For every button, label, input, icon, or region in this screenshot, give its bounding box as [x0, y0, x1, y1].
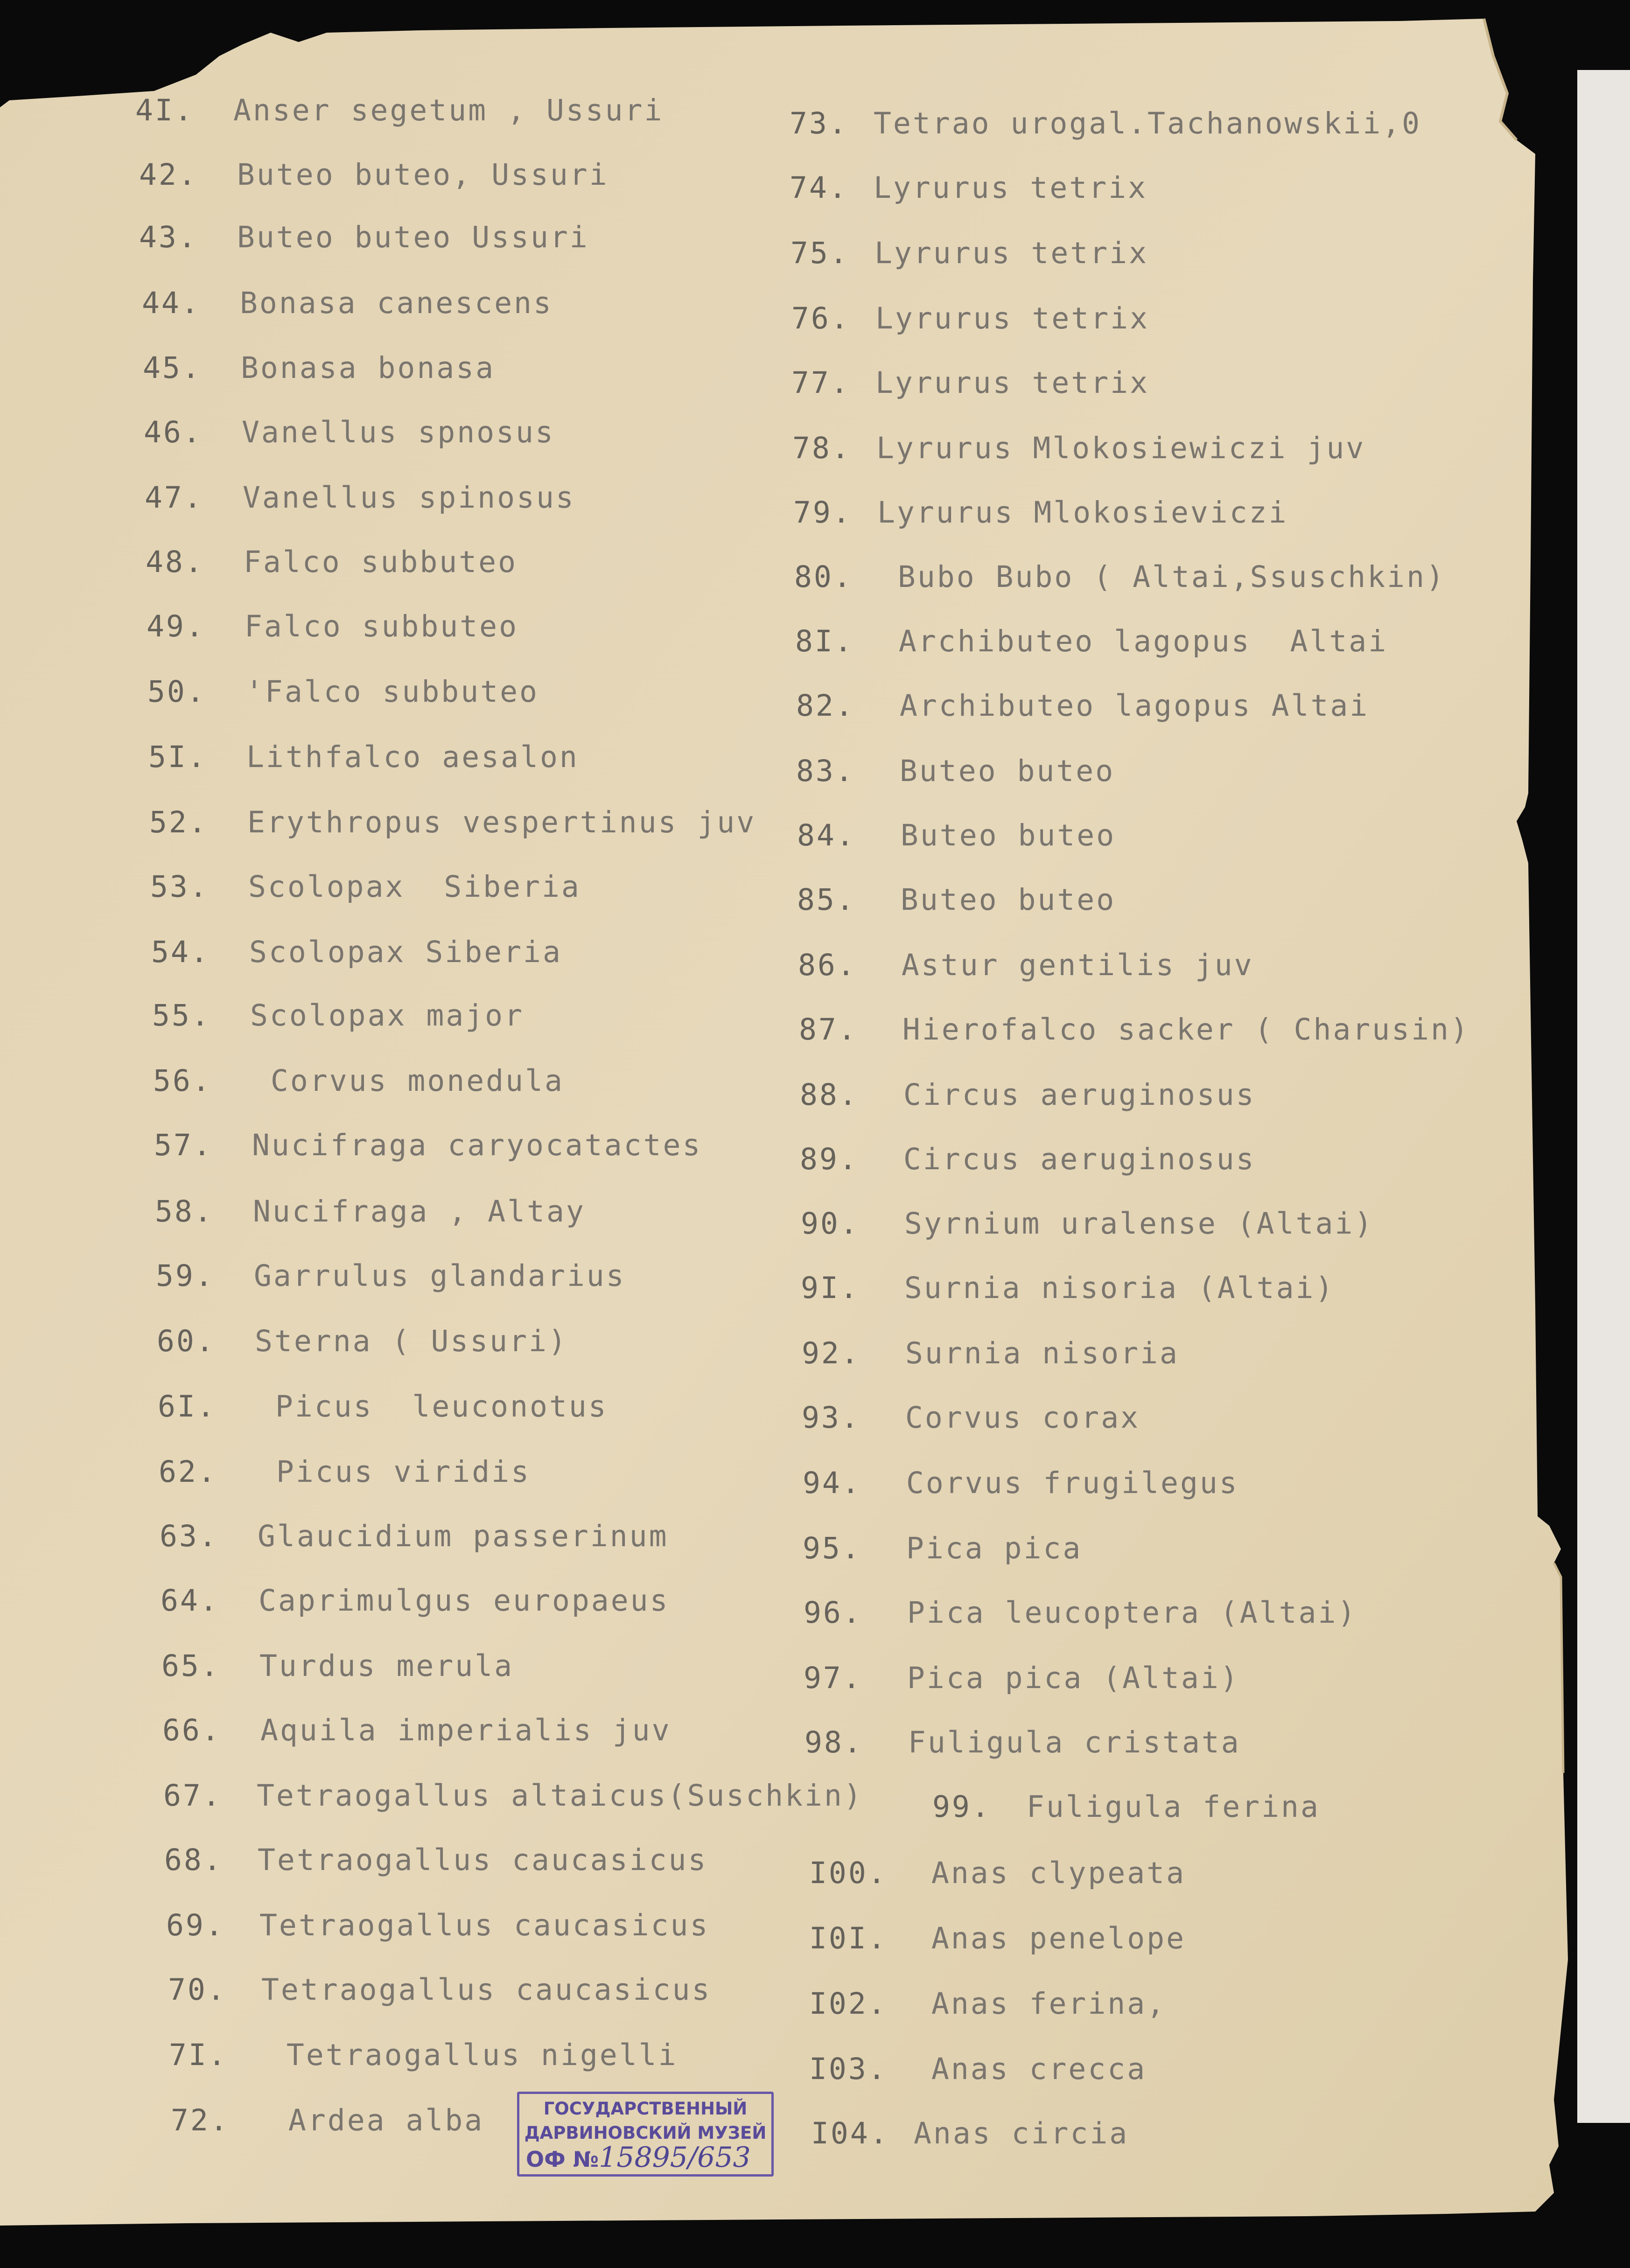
species-name: Lyrurus tetrix: [874, 236, 1149, 270]
species-name: Anas circia: [914, 2116, 1129, 2150]
species-name: Scolopax major: [250, 998, 525, 1033]
list-item: [145, 481, 575, 515]
item-number: 7I.: [169, 2038, 228, 2072]
species-name: Scolopax Siberia: [248, 870, 581, 904]
item-number: 85.: [797, 883, 856, 917]
list-item: [158, 1389, 608, 1424]
species-name: Buteo buteo, Ussuri: [237, 158, 609, 192]
species-name: Vanellus spnosus: [242, 415, 555, 449]
list-item: [804, 1661, 1240, 1695]
item-number: 45.: [143, 351, 202, 385]
species-name: Ardea alba: [269, 2103, 484, 2137]
list-item: [809, 2052, 1147, 2086]
species-name: Buteo buteo Ussuri: [237, 220, 589, 254]
species-name: Tetraogallus nigelli: [267, 2038, 678, 2072]
list-item: [149, 805, 756, 839]
species-name: Surnia nisoria: [886, 1336, 1179, 1370]
item-number: 50.: [147, 675, 206, 709]
list-item: [171, 2103, 484, 2137]
item-number: 97.: [804, 1661, 862, 1695]
item-number: 80.: [794, 560, 853, 594]
list-item: [795, 624, 1388, 658]
species-name: Vanellus spinosus: [243, 481, 575, 515]
list-item: [150, 870, 581, 904]
item-number: 66.: [162, 1713, 221, 1747]
item-number: 42.: [139, 158, 198, 192]
species-name: Pica leucoptera (Altai): [888, 1596, 1357, 1630]
species-name: Corvus corax: [886, 1401, 1140, 1435]
species-name: Anas ferina,: [912, 1987, 1167, 2021]
species-name: Hierofalco sacker ( Charusin): [883, 1012, 1470, 1047]
species-name: Corvus monedula: [251, 1064, 564, 1098]
species-name: Anas crecca: [912, 2052, 1147, 2086]
item-number: 4I.: [135, 93, 194, 127]
species-name: Falco subbuteo: [244, 545, 518, 579]
item-number: 68.: [164, 1843, 223, 1877]
item-number: 63.: [160, 1519, 218, 1553]
item-number: 74.: [790, 171, 848, 205]
item-number: 9I.: [801, 1271, 860, 1305]
stamp-line-1: ГОСУДАРСТВЕННЫЙ: [543, 2099, 748, 2119]
item-number: 78.: [792, 431, 851, 465]
list-item: [809, 1987, 1166, 2021]
list-item: [791, 236, 1148, 270]
list-item: [147, 675, 539, 709]
item-number: 62.: [159, 1455, 217, 1489]
item-number: 54.: [151, 935, 210, 969]
species-name: Pica pica: [887, 1531, 1083, 1565]
item-number: I0I.: [809, 1921, 888, 1955]
list-item: [142, 286, 553, 320]
species-name: Fuligula cristata: [888, 1725, 1241, 1759]
list-item: [803, 1466, 1239, 1500]
list-item: [800, 1078, 1256, 1112]
list-item: [166, 1908, 709, 1942]
species-name: Lyrurus Mlokosieviczi: [877, 495, 1288, 530]
item-number: 87.: [799, 1012, 858, 1047]
stamp-line-2: ДАРВИНОВСКИЙ МУЗЕЙ: [524, 2123, 767, 2143]
item-number: 5I.: [148, 740, 207, 774]
item-number: 48.: [146, 545, 204, 579]
list-item: [790, 171, 1147, 205]
species-name: Glaucidium passerinum: [258, 1519, 669, 1553]
list-item: [793, 495, 1288, 530]
list-item: [154, 1128, 702, 1162]
list-item: [798, 948, 1254, 982]
item-number: 94.: [803, 1466, 861, 1500]
list-item: [161, 1584, 670, 1618]
list-item: [151, 935, 562, 969]
list-item: [791, 301, 1149, 335]
item-number: 43.: [139, 220, 198, 254]
species-name: Tetrao urogal.Tachanowskii,0: [874, 106, 1422, 140]
species-name: Buteo buteo: [881, 883, 1116, 917]
item-number: 46.: [144, 415, 203, 449]
list-item: [796, 689, 1369, 723]
species-name: Lyrurus tetrix: [875, 301, 1150, 335]
item-number: 64.: [161, 1584, 219, 1618]
item-number: 72.: [171, 2103, 230, 2137]
species-name: Picus leuconotus: [256, 1389, 608, 1424]
item-number: 65.: [161, 1649, 220, 1683]
species-name: Surnia nisoria (Altai): [885, 1271, 1335, 1305]
stamp-inventory-line: [519, 2141, 771, 2174]
list-item: [156, 1259, 626, 1293]
item-number: 58.: [155, 1194, 214, 1228]
species-name: Circus aeruginosus: [884, 1078, 1256, 1112]
item-number: 73.: [790, 106, 848, 140]
list-item: [143, 351, 495, 385]
list-item: [799, 1012, 1470, 1047]
item-number: 82.: [796, 689, 855, 723]
list-item: [155, 1194, 586, 1228]
species-name: Tetraogallus altaicus(Suschkin): [257, 1779, 863, 1813]
species-name: Lyrurus tetrix: [875, 366, 1150, 400]
item-number: 8I.: [795, 624, 854, 658]
list-item: [146, 545, 518, 579]
item-number: 67.: [163, 1779, 222, 1813]
list-item: [169, 2038, 678, 2072]
item-number: 92.: [802, 1336, 860, 1370]
list-item: [809, 1921, 1186, 1955]
species-name: Turdus merula: [259, 1649, 514, 1683]
species-name: 'Falco subbuteo: [245, 675, 539, 709]
species-name: Falco subbuteo: [245, 609, 519, 643]
list-item: [801, 1207, 1374, 1241]
list-item: [805, 1725, 1241, 1759]
item-number: 95.: [803, 1531, 861, 1565]
list-item: [802, 1401, 1140, 1435]
species-name: Anas clypeata: [912, 1856, 1186, 1890]
item-number: 52.: [149, 805, 208, 839]
item-number: 98.: [805, 1725, 863, 1759]
item-number: 69.: [166, 1908, 225, 1942]
species-name: Aquila imperialis juv: [260, 1713, 672, 1747]
item-number: 93.: [802, 1401, 860, 1435]
list-item: [792, 431, 1365, 465]
list-item: [135, 93, 664, 127]
handwritten-inventory-number: 15895/653: [599, 2141, 751, 2174]
list-item: [152, 998, 524, 1033]
list-item: [794, 560, 1446, 594]
species-name: Lyrurus tetrix: [874, 171, 1148, 205]
list-item: [800, 1142, 1256, 1176]
item-number: 84.: [797, 818, 856, 852]
list-item: [162, 1713, 672, 1747]
species-name: Bubo Bubo ( Altai,Ssuschkin): [878, 560, 1446, 594]
item-number: 60.: [157, 1324, 216, 1358]
list-item: [802, 1336, 1179, 1370]
list-item: [159, 1455, 531, 1489]
item-number: 56.: [153, 1064, 212, 1098]
item-number: 57.: [154, 1128, 213, 1162]
species-name: Nucifraga , Altay: [253, 1194, 586, 1228]
item-number: I04.: [811, 2116, 889, 2150]
list-item: [801, 1271, 1335, 1305]
item-number: 55.: [152, 998, 211, 1033]
item-number: 44.: [142, 286, 201, 320]
list-item: [804, 1596, 1357, 1630]
species-name: Nucifraga caryocatactes: [252, 1128, 702, 1162]
list-item: [153, 1064, 564, 1098]
item-number: 59.: [156, 1259, 215, 1293]
list-item: [797, 818, 1116, 852]
list-item: [811, 2116, 1129, 2150]
species-name: Sterna ( Ussuri): [255, 1324, 568, 1358]
list-item: [157, 1324, 568, 1358]
species-name: Tetraogallus caucasicus: [259, 1908, 710, 1942]
species-name: Anas penelope: [912, 1921, 1186, 1955]
list-item: [932, 1790, 1320, 1824]
species-name: Tetraogallus caucasicus: [258, 1843, 708, 1877]
list-item: [148, 740, 579, 774]
list-item: [803, 1531, 1082, 1565]
stamp-of-label: ОФ №: [526, 2147, 599, 2172]
list-item: [791, 366, 1149, 400]
species-name: Fuligula ferina: [1007, 1790, 1320, 1824]
species-name: Erythropus vespertinus juv: [247, 805, 756, 839]
list-item: [796, 754, 1115, 788]
species-name: Archibuteo lagopus Altai: [880, 689, 1370, 723]
item-number: I00.: [809, 1856, 888, 1890]
item-number: 76.: [791, 301, 850, 335]
item-number: 89.: [800, 1142, 859, 1176]
species-name: Scolopax Siberia: [249, 935, 562, 969]
item-number: 6I.: [158, 1389, 217, 1424]
species-name: Garrulus glandarius: [254, 1259, 626, 1293]
species-name: Circus aeruginosus: [884, 1142, 1256, 1176]
species-name: Lyrurus Mlokosiewiczi juv: [876, 431, 1366, 465]
species-name: Lithfalco aesalon: [246, 740, 579, 774]
species-name: Bonasa bonasa: [241, 351, 496, 385]
species-name: Caprimulgus europaeus: [259, 1584, 670, 1618]
species-name: Archibuteo lagopus Altai: [879, 624, 1388, 658]
species-name: Astur gentilis juv: [882, 948, 1254, 982]
list-item: [160, 1519, 669, 1553]
item-number: 70.: [168, 1973, 227, 2007]
species-name: Bonasa canescens: [240, 286, 553, 320]
museum-stamp: [517, 2092, 774, 2177]
species-name: Corvus frugilegus: [887, 1466, 1239, 1500]
species-name: Tetraogallus caucasicus: [261, 1973, 712, 2007]
item-number: 47.: [145, 481, 203, 515]
list-item: [144, 415, 555, 449]
item-number: 90.: [801, 1207, 860, 1241]
list-item: [164, 1843, 707, 1877]
species-name: Buteo buteo: [881, 818, 1116, 852]
item-number: 49.: [147, 609, 205, 643]
item-number: 77.: [791, 366, 850, 400]
species-name: Buteo buteo: [880, 754, 1115, 788]
item-number: 86.: [798, 948, 857, 982]
species-name: Picus viridis: [257, 1455, 531, 1489]
species-name: Syrnium uralense (Altai): [885, 1207, 1374, 1241]
list-item: [809, 1856, 1186, 1890]
item-number: 83.: [796, 754, 855, 788]
list-item: [139, 220, 589, 254]
list-item: [797, 883, 1116, 917]
item-number: 99.: [932, 1790, 991, 1824]
item-number: I03.: [809, 2052, 888, 2086]
item-number: 96.: [804, 1596, 862, 1630]
list-item: [163, 1779, 863, 1813]
list-item: [790, 106, 1421, 140]
item-number: I02.: [809, 1987, 888, 2021]
list-item: [147, 609, 518, 643]
list-item: [161, 1649, 514, 1683]
species-name: Anser segetum , Ussuri: [233, 93, 664, 127]
list-item: [168, 1973, 711, 2007]
species-name: Pica pica (Altai): [888, 1661, 1240, 1695]
item-number: 75.: [791, 236, 849, 270]
item-number: 79.: [793, 495, 852, 530]
item-number: 88.: [800, 1078, 859, 1112]
list-item: [139, 158, 609, 192]
item-number: 53.: [150, 870, 209, 904]
